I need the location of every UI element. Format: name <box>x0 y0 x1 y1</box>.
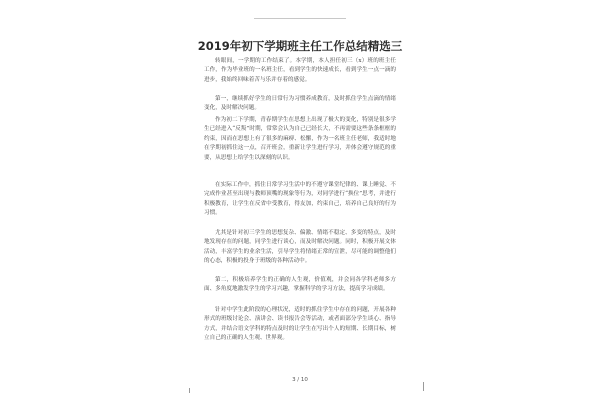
paragraph-psychology: 针对中学生此阶段的心理状况，适时的抓住学生中存在的问题，开展各种形式的班级讨论会、演讲会、读书报告会等活动，或者面部分学生谈心、指导方式，并结合语文学科的特点及时的让学生在写出个人的短期、长期目标，树立自己的正确的人生观、世界观。 <box>204 307 396 342</box>
paragraph-point-two: 第二，积极培养学生的正确的人生观，价值观，并会同各学科老师多方面、多角度地激发学生的学习兴趣，掌握科学的学习方法，提高学习成绩。 <box>204 277 396 293</box>
document-title: 2019年初下学期班主任工作总结精选三 <box>197 39 403 53</box>
paragraph-grade-three: 尤其是针对初三学生的思想复杂、偏激、情绪不稳定、多变的特点，及时地发现存在的问题，同学生进行谈心，而及时解决问题。同时，积极开展文体活动，丰富学生的业余生活，引导学生将情绪正常的宣泄，尽可能的调整他们的心态，积极的投身于班级的各种活动中。 <box>204 230 396 265</box>
page-number: 3 / 10 <box>292 377 308 383</box>
header-rule <box>254 18 346 19</box>
paragraph-point-one: 第一，继续抓好学生的日常行为习惯养成教育，及时抓住学生点滴的情绪变化，及时解决问题。 <box>204 96 396 112</box>
paragraph-practice: 在实际工作中，抓住日常学习生活中的不遵守课堂纪律的、课上睡觉、不完成作业甚至出现与教师顶嘴的现象等行为，对同学进行“换位”思考，并进行积极教育，让学生在反省中受教育，得友加，约束自己，培养自己良好的行为习惯。 <box>204 182 396 217</box>
crop-mark-left <box>189 388 195 393</box>
paragraph-intro: 转眼间，一学期的工作结束了。本学期，本人担任初三（x）班的班主任工作，作为毕业班的一名班主任，看到学生的快速成长，看到学生一点一滴的进步，我始终回味着苦与乐并存着的感觉。 <box>204 58 396 83</box>
paragraph-grade-two: 作为初二下学期，青春期学生在思想上出现了极大的变化，特别是很多学生已经进入“反叛”时期，常常会认为自己已经长大，不再需要这些条条框框的约束，因而在思想上有了很多的麻痹、松懈，作为一名班主任老师，我适时地在学期初抓住这一点，召开班会，重新让学生进行学习，并体会遵守规范的重要，从思想上给学生以深刻的认识。 <box>204 117 396 161</box>
crop-mark-right <box>418 382 424 391</box>
